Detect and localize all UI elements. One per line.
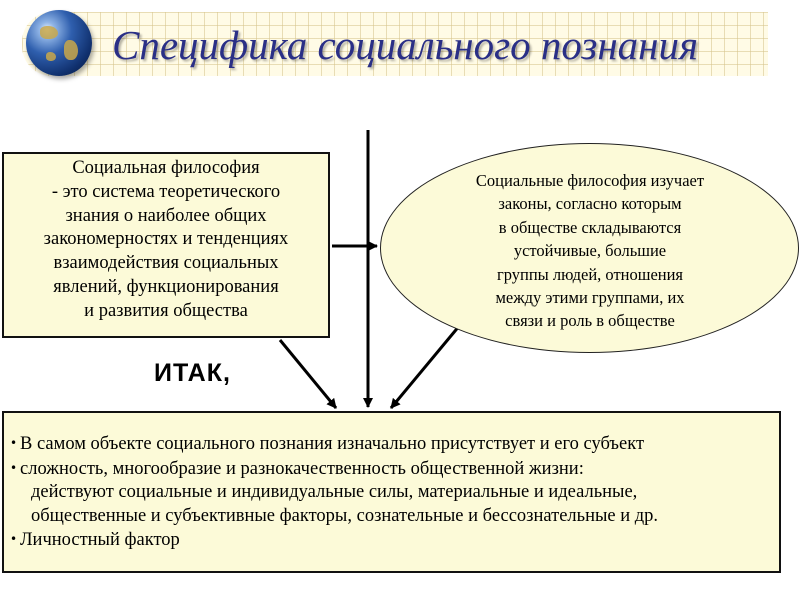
subject-line: связи и роль в обществе (505, 311, 675, 331)
conclusion-item-continuation: общественные и субъективные факторы, сознательные и бессознательные и др. (31, 505, 659, 526)
page-title: Специфика социального познания (112, 22, 699, 68)
definition-line: закономерностях и тенденциях (43, 229, 289, 250)
subject-line: Социальные философия изучает (475, 171, 705, 190)
definition-box (2, 152, 330, 338)
definition-line: Социальная философия (72, 158, 260, 178)
definition-line: явлений, функционирования (53, 276, 279, 297)
subject-line: между этими группами, их (495, 288, 685, 308)
subject-line: устойчивые, большие (513, 241, 667, 261)
conclusion-item: • Личностный фактор (10, 530, 180, 550)
definition-down-arrow (280, 340, 336, 408)
conclusion-item: • В самом объекте социального познания изначально присутствует и его субъект (10, 434, 645, 454)
subject-line: в обществе складываются (498, 217, 682, 237)
ellipse-down-arrow (391, 325, 460, 408)
subject-text (410, 169, 770, 333)
bullet-icon: • (10, 460, 18, 475)
bullet-icon: • (10, 532, 18, 546)
definition-line: взаимодействия социальных (53, 253, 279, 274)
subject-line: группы людей, отношения (496, 264, 684, 284)
conclusion-item-continuation: действуют социальные и индивидуальные силы, материальные и идеальные, (31, 482, 638, 502)
definition-line: знания о наиболее общих (65, 205, 267, 226)
conclusion-box (2, 411, 781, 573)
conclusion-label: ИТАК, (154, 359, 231, 387)
definition-line: - это система теоретического (51, 181, 281, 202)
subject-line: законы, согласно которым (498, 194, 682, 214)
definition-line: и развития общества (84, 300, 248, 321)
conclusion-item: • сложность, многообразие и разнокачественность общественной жизни: (10, 458, 584, 479)
bullet-icon: • (10, 436, 18, 450)
